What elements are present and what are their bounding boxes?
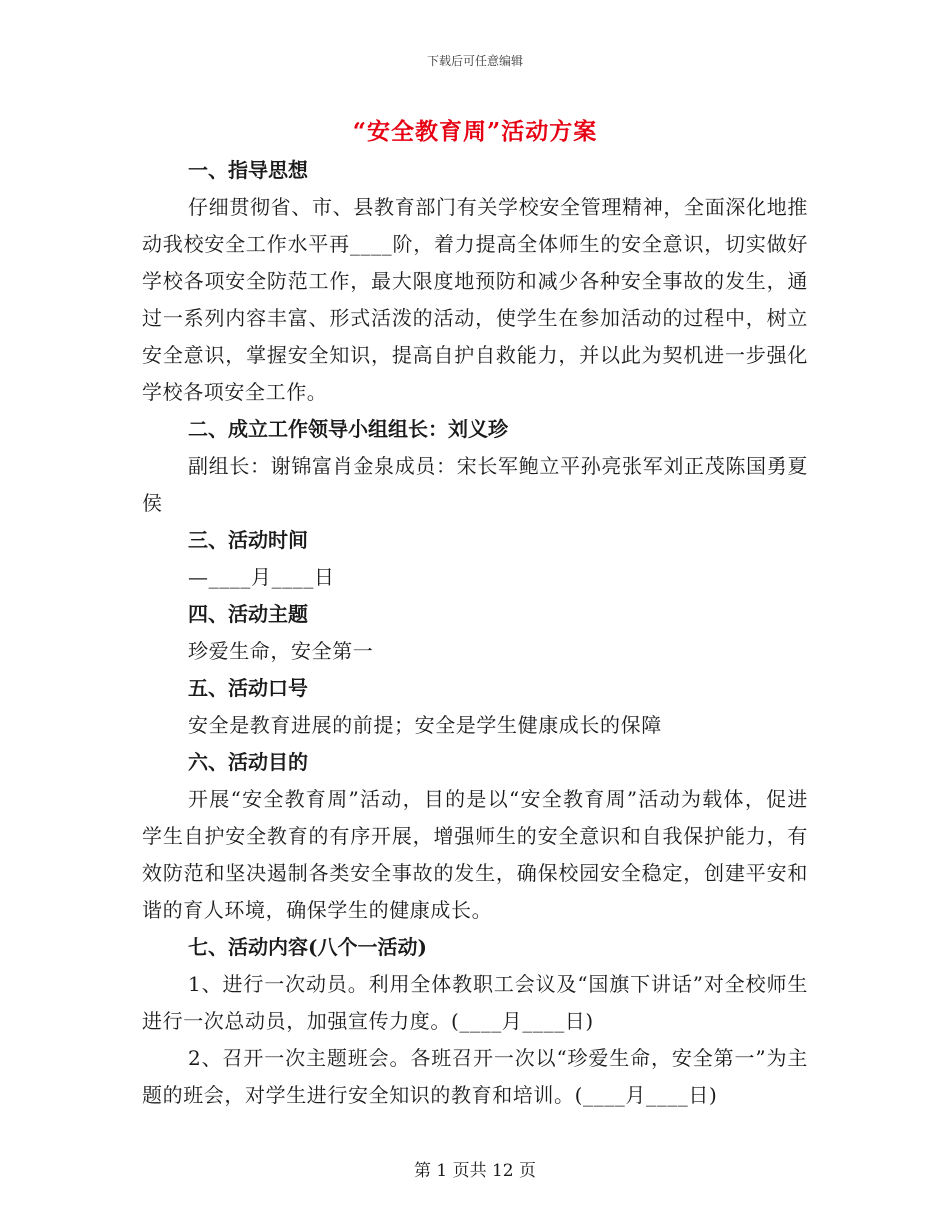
- paragraph-content-item-2: 2、召开一次主题班会。各班召开一次以“珍爱生命，安全第一”为主题的班会，对学生进行安全知识的教育和培训。(____月____日): [142, 1046, 808, 1107]
- section-heading-leadership-group: 二、成立工作领导小组组长：刘义珍: [188, 417, 508, 441]
- paragraph-content-item-1: 1、进行一次动员。利用全体教职工会议及“国旗下讲话”对全校师生进行一次总动员，加强宣传力度。(____月____日): [142, 972, 808, 1033]
- paragraph-activity-theme: 珍爱生命，安全第一: [188, 639, 374, 663]
- page-footer: 第 1 页共 12 页: [413, 1161, 537, 1181]
- paragraph-activity-time: —____月____日: [188, 565, 335, 589]
- section-heading-activity-time: 三、活动时间: [188, 528, 308, 552]
- paragraph-activity-slogan: 安全是教育进展的前提；安全是学生健康成长的保障: [188, 713, 662, 737]
- section-heading-activity-slogan: 五、活动口号: [188, 676, 308, 700]
- section-heading-activity-purpose: 六、活动目的: [188, 750, 308, 774]
- section-heading-activity-theme: 四、活动主题: [188, 602, 308, 626]
- paragraph-leadership-members: 副组长：谢锦富肖金泉成员：宋长军鲍立平孙亮张军刘正茂陈国勇夏侯: [142, 454, 808, 515]
- section-heading-activity-content: 七、活动内容(八个一活动): [188, 935, 427, 959]
- paragraph-activity-purpose: 开展“安全教育周”活动，目的是以“安全教育周”活动为载体，促进学生自护安全教育的有序开展，增强师生的安全意识和自我保护能力，有效防范和坚决遏制各类安全事故的发生，确保校园安全稳定，创建平安和谐的育人环境，确保学生的健康成长。: [142, 787, 808, 922]
- paragraph-guiding-ideology: 仔细贯彻省、市、县教育部门有关学校安全管理精神，全面深化地推动我校安全工作水平再____阶，着力提高全体师生的安全意识，切实做好学校各项安全防范工作，最大限度地预防和减少各种安全事故的发生，通过一系列内容丰富、形式活泼的活动，使学生在参加活动的过程中，树立安全意识，掌握安全知识，提高自护自救能力，并以此为契机进一步强化学校各项安全工作。: [142, 195, 808, 404]
- section-heading-guiding-ideology: 一、指导思想: [188, 158, 308, 182]
- document-body: [142, 152, 808, 1114]
- document-title: “安全教育周”活动方案: [352, 118, 598, 145]
- header-note: 下载后可任意编辑: [426, 54, 523, 68]
